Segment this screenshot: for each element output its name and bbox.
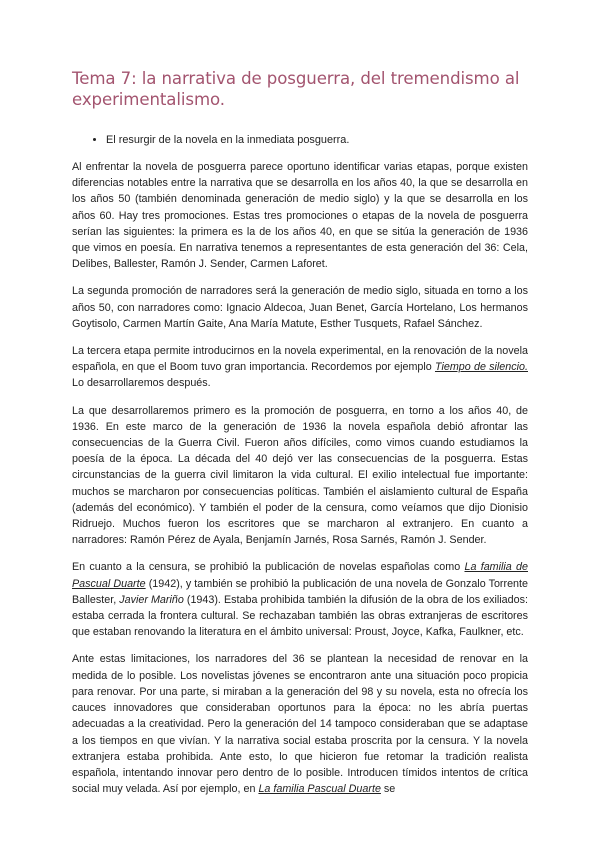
paragraph-6 bbox=[72, 651, 528, 797]
paragraph-3 bbox=[72, 343, 528, 392]
paragraph-5-text-a: En cuanto a la censura, se prohibió la publicación de novelas españolas como bbox=[72, 561, 465, 574]
paragraph-5-text-c: (1943). Estaba prohibida también la difusión de la obra de los exiliados: estaba cerrada la frontera cultural. Se rechazaban también las obras extranjeras de escritores que estaban renovando la literatura en el ámbito universal: Proust, Joyce, Kafka, Faulkner, etc. bbox=[72, 593, 528, 639]
page-title: Tema 7: la narrativa de posguerra, del tremendismo al experimentalismo. bbox=[72, 69, 520, 109]
paragraph-6-text-b: se bbox=[380, 783, 396, 796]
book-title-javier-marino: Javier Mariño bbox=[119, 593, 184, 606]
paragraph-2: La segunda promoción de narradores será la generación de medio siglo, situada en torno a los años 50, con narradores como: Ignacio Aldecoa, Juan Benet, García Hortelano, Los hermanos Goytisolo, Carmen Martín Gaite, Ana María Matute, Esther Tusquets, Rafael Sánchez. bbox=[72, 285, 528, 330]
bullet-list bbox=[72, 132, 528, 148]
link-la-familia-de-pascual-duarte[interactable]: La familia de Pascual Duarte bbox=[72, 561, 528, 590]
paragraph-3-text-b: Lo desarrollaremos después. bbox=[72, 377, 211, 390]
paragraph-5 bbox=[72, 559, 528, 640]
paragraph-3-text-a: La tercera etapa permite introducirnos en la novela experimental, en la renovación de la novela española, en que el Boom tuvo gran importancia. Recordemos por ejemplo bbox=[72, 345, 528, 374]
paragraph-6-text-a: Ante estas limitaciones, los narradores del 36 se plantean la necesidad de renovar en la medida de lo posible. Los novelistas jóvenes se encontraron ante una situación poco propicia para renovar. Por una parte, si miraban a la generación del 98 y su novela, esta no ofrecía los cauces innovadores que consideraban oportunos para la época: no les abría puertas adecuadas a la creatividad. Pero la generación del 14 tampoco consideraban que se adaptase a los tiempos en que vivían. Y la narrativa social estaba proscrita por la censura. Y la novela extranjera estaba prohibida. Ante esto, lo que hicieron fue retomar la tradición realista española, intentando innovar pero dentro de lo posible. Introducen tímidos intentos de crítica social muy velada. Así por ejemplo, en bbox=[72, 653, 528, 796]
link-la-familia-pascual-duarte[interactable]: La familia Pascual Duarte bbox=[258, 783, 381, 796]
paragraph-5-text-b: (1942), y también se prohibió la publicación de una novela de Gonzalo Torrente Ballester, bbox=[72, 577, 529, 606]
paragraph-1: Al enfrentar la novela de posguerra parece oportuno identificar varias etapas, porque existen diferencias notables entre la narrativa que se desarrolla en los años 40, la que se desarrolla en los años 50 (también denominada generación de medio siglo) y la que se desarrolla en los años 60. Hay tres promociones. Estas tres promociones o etapas de la novela de posguerra serían las siguientes: la primera es la de los años 40, en que se sitúa la generación de 1936 que vimos en poesía. En narrativa tenemos a representantes de esta generación del 36: Cela, Delibes, Ballester, Ramón J. Sender, Carmen Laforet. bbox=[72, 161, 528, 271]
paragraph-4: La que desarrollaremos primero es la promoción de posguerra, en torno a los años 40, de 1936. En este marco de la generación de 1936 la novela española debió afrontar las consecuencias de la Guerra Civil. Fueron años difíciles, como vimos cuando estudiamos la poesía de la época. La década del 40 dejó ver las consecuencias de la posguerra. Estas circunstancias de la guerra civil limitaron la vida cultural. El exilio intelectual fue importante: muchos se marcharon por consecuencias políticas. También el aislamiento cultural de España (además del económico). Y también el poder de la censura, como veíamos que dijo Dionisio Ridruejo. Muchos fueron los escritores que se marcharon al extranjero. En cuanto a narradores: Ramón Pérez de Ayala, Benjamín Jarnés, Rosa Sarnés, Ramón J. Sender. bbox=[72, 404, 528, 547]
link-tiempo-de-silencio[interactable]: Tiempo de silencio. bbox=[434, 361, 528, 374]
list-item: • El resurgir de la novela en la inmediata posguerra. bbox=[106, 132, 528, 148]
